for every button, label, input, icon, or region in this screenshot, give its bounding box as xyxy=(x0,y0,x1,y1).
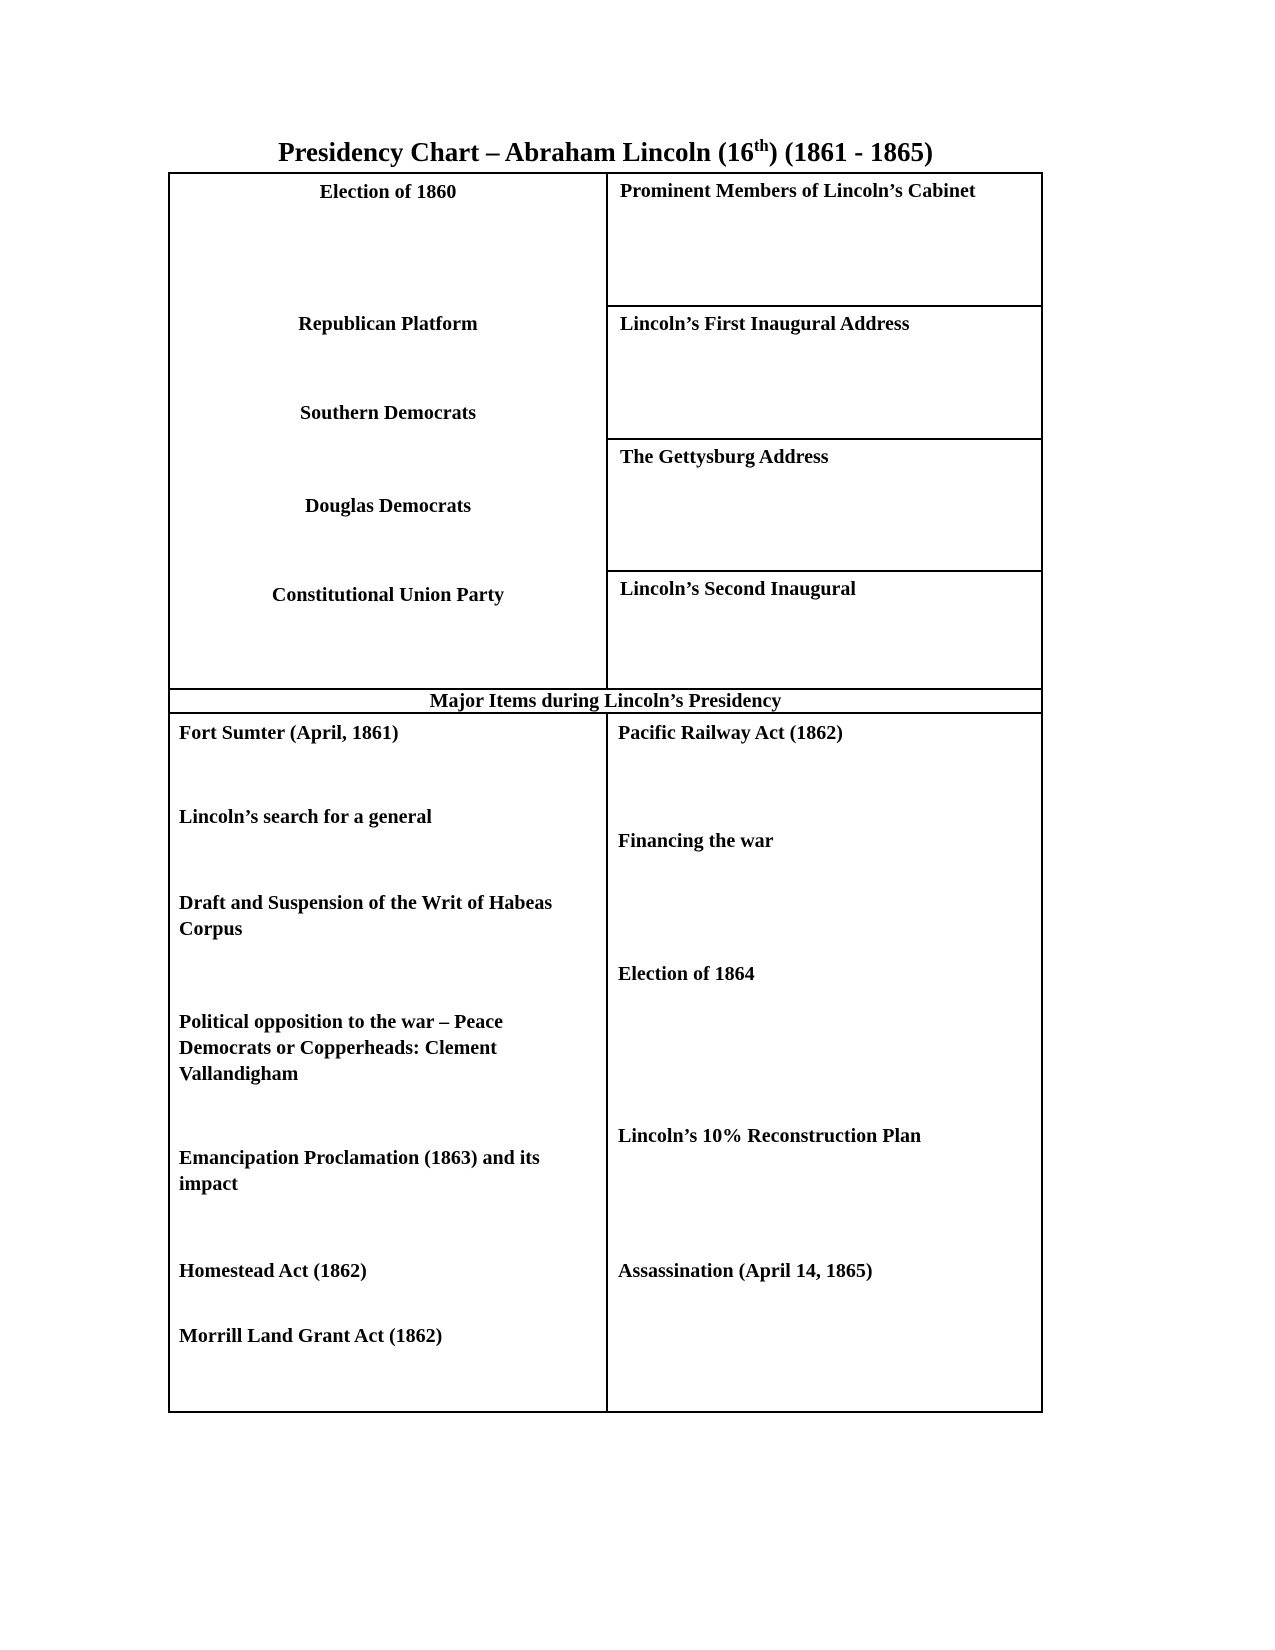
election-of-1864-item: Election of 1864 xyxy=(618,963,755,985)
republican-platform-heading: Republican Platform xyxy=(298,313,478,335)
homestead-act-item: Homestead Act (1862) xyxy=(179,1260,367,1282)
presidency-chart-table xyxy=(168,172,1043,1413)
page-title-prefix: Presidency Chart – Abraham Lincoln (16 xyxy=(278,137,754,167)
top-section xyxy=(170,174,1041,688)
gettysburg-address-cell xyxy=(608,440,1041,572)
first-inaugural-cell xyxy=(608,307,1041,440)
election-of-1860-cell xyxy=(170,174,608,688)
major-items-right-cell xyxy=(608,714,1041,1411)
second-inaugural-cell xyxy=(608,572,1041,688)
major-items-header-row xyxy=(170,688,1041,714)
major-items-left-cell xyxy=(170,714,608,1411)
election-of-1860-heading: Election of 1860 xyxy=(319,181,457,203)
draft-habeas-corpus-item: Draft and Suspension of the Writ of Habeas Corpus xyxy=(179,892,553,940)
douglas-democrats-heading: Douglas Democrats xyxy=(304,495,472,517)
fort-sumter-item: Fort Sumter (April, 1861) xyxy=(179,722,399,744)
southern-democrats-heading: Southern Democrats xyxy=(299,402,477,424)
major-items-section xyxy=(170,714,1041,1411)
search-for-a-general-item: Lincoln’s search for a general xyxy=(179,806,432,828)
major-items-header: Major Items during Lincoln’s Presidency xyxy=(429,690,782,712)
political-opposition-item: Political opposition to the war – Peace Democrats or Copperheads: Clement Vallandigham xyxy=(179,1011,504,1085)
assassination-item: Assassination (April 14, 1865) xyxy=(618,1260,873,1282)
page-title-suffix: ) (1861 - 1865) xyxy=(768,137,933,167)
second-inaugural-heading: Lincoln’s Second Inaugural xyxy=(620,578,856,600)
pacific-railway-act-item: Pacific Railway Act (1862) xyxy=(618,722,843,744)
page-title xyxy=(168,136,1043,168)
cabinet-heading: Prominent Members of Lincoln’s Cabinet xyxy=(620,180,976,202)
morrill-land-grant-item: Morrill Land Grant Act (1862) xyxy=(179,1325,443,1347)
first-inaugural-heading: Lincoln’s First Inaugural Address xyxy=(620,313,910,335)
cabinet-cell xyxy=(608,174,1041,307)
gettysburg-address-heading: The Gettysburg Address xyxy=(620,446,829,468)
emancipation-proclamation-item: Emancipation Proclamation (1863) and its impact xyxy=(179,1147,540,1195)
reconstruction-plan-item: Lincoln’s 10% Reconstruction Plan xyxy=(618,1125,922,1147)
financing-the-war-item: Financing the war xyxy=(618,830,774,852)
constitutional-union-party-heading: Constitutional Union Party xyxy=(271,584,505,606)
speeches-column xyxy=(608,174,1041,688)
page-title-ordinal-superscript: th xyxy=(753,136,769,155)
